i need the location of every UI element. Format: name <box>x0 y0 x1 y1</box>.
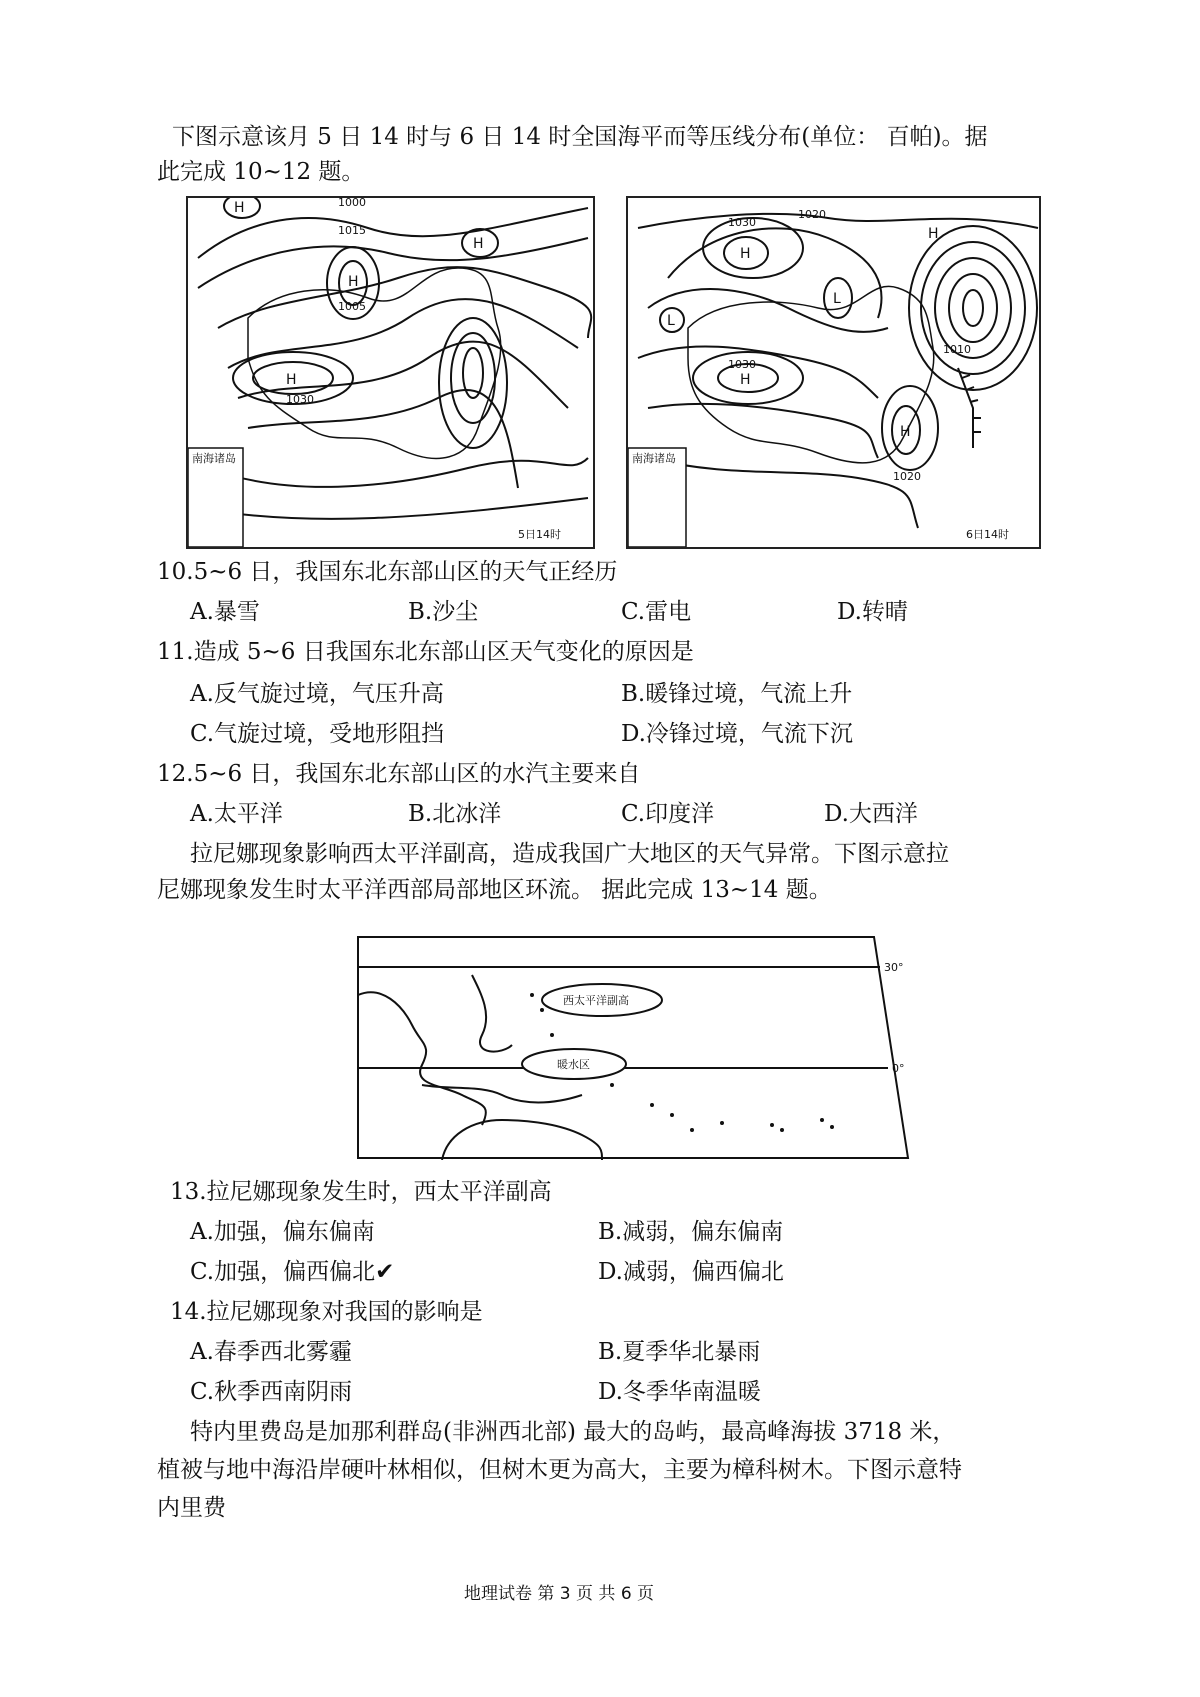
q11-option-d: D.冷锋过境，气流下沉 <box>621 721 853 747</box>
q10-option-c: C.雷电 <box>621 599 692 625</box>
high-label: H <box>740 246 751 262</box>
isobar-map-day6 <box>626 196 1041 549</box>
q13-option-b: B.减弱，偏东偏南 <box>598 1219 784 1245</box>
q12-option-a: A.太平洋 <box>190 801 283 827</box>
pacific-circulation-map <box>352 935 912 1160</box>
inset-label: 南海诸岛 <box>632 452 676 465</box>
isobar-label: 1010 <box>943 343 971 356</box>
q11-option-c: C.气旋过境，受地形阻挡 <box>190 721 445 747</box>
lat-0-label: 0° <box>892 1062 905 1075</box>
isobar-map-day6-drawing <box>628 198 1039 547</box>
isobar-label: 1020 <box>798 208 826 221</box>
q10-option-b: B.沙尘 <box>408 599 479 625</box>
isobar-label: 1030 <box>728 358 756 371</box>
page-footer: 地理试卷 第 3 页 共 6 页 <box>464 1584 655 1604</box>
inset-label: 南海诸岛 <box>192 452 236 465</box>
q11-option-a: A.反气旋过境，气压升高 <box>190 681 444 707</box>
q10-option-a: A.暴雪 <box>190 599 260 625</box>
intro3-line-2: 植被与地中海沿岸硬叶林相似，但树木更为高大，主要为樟科树木。下图示意特 <box>157 1457 962 1483</box>
q13-option-a: A.加强，偏东偏南 <box>190 1219 375 1245</box>
low-label: L <box>667 313 675 329</box>
q13-option-c: C.加强，偏西偏北✔ <box>190 1259 395 1285</box>
isobar-label: 1030 <box>728 216 756 229</box>
q14-stem: 14.拉尼娜现象对我国的影响是 <box>170 1299 483 1325</box>
intro2-line-2: 尼娜现象发生时太平洋西部局部地区环流。 据此完成 13~14 题。 <box>157 877 832 903</box>
q14-option-d: D.冬季华南温暖 <box>598 1379 761 1405</box>
low-label: L <box>833 291 841 307</box>
q12-option-c: C.印度洋 <box>621 801 715 827</box>
isobar-label: 1015 <box>338 224 366 237</box>
time-stamp: 5日14时 <box>518 528 561 541</box>
time-stamp: 6日14时 <box>966 528 1009 541</box>
q14-option-b: B.夏季华北暴雨 <box>598 1339 761 1365</box>
pacific-circulation-drawing <box>352 935 912 1160</box>
isobar-label: 1005 <box>338 300 366 313</box>
intro2-line-1: 拉尼娜现象影响西太平洋副高，造成我国广大地区的天气异常。下图示意拉 <box>190 841 949 867</box>
isobar-label: 1030 <box>286 393 314 406</box>
high-label: H <box>348 274 359 290</box>
intro3-line-3: 内里费 <box>157 1495 226 1521</box>
q12-stem: 12.5~6 日，我国东北东部山区的水汽主要来自 <box>157 761 641 787</box>
q11-option-b: B.暖锋过境，气流上升 <box>621 681 853 707</box>
high-label: H <box>234 200 245 216</box>
q13-stem: 13.拉尼娜现象发生时，西太平洋副高 <box>170 1179 552 1205</box>
isobar-label: 1020 <box>893 470 921 483</box>
q11-stem: 11.造成 5~6 日我国东北东部山区天气变化的原因是 <box>157 639 694 665</box>
intro3-line-1: 特内里费岛是加那利群岛(非洲西北部) 最大的岛屿，最高峰海拔 3718 米， <box>190 1419 956 1445</box>
q10-option-d: D.转晴 <box>837 599 908 625</box>
lat-30-label: 30° <box>884 961 904 974</box>
high-label: H <box>286 372 297 388</box>
high-label: H <box>900 424 911 440</box>
q14-option-c: C.秋季西南阴雨 <box>190 1379 353 1405</box>
q10-stem: 10.5~6 日，我国东北东部山区的天气正经历 <box>157 559 618 585</box>
intro-line-1: 下图示意该月 5 日 14 时与 6 日 14 时全国海平而等压线分布(单位： 百帕)。据 <box>172 124 988 150</box>
isobar-map-day5-drawing <box>188 198 593 547</box>
q12-option-b: B.北冰洋 <box>408 801 502 827</box>
high-label: H <box>928 226 939 242</box>
isobar-map-day5 <box>186 196 595 549</box>
q14-option-a: A.春季西北雾霾 <box>190 1339 352 1365</box>
q12-option-d: D.大西洋 <box>824 801 918 827</box>
q13-option-d: D.减弱，偏西偏北 <box>598 1259 784 1285</box>
warm-pool-label: 暖水区 <box>557 1058 590 1071</box>
intro-line-2: 此完成 10~12 题。 <box>157 159 365 185</box>
subtropical-high-label: 西太平洋副高 <box>563 994 629 1007</box>
high-label: H <box>740 372 751 388</box>
isobar-label: 1000 <box>338 198 366 209</box>
high-label: H <box>473 236 484 252</box>
